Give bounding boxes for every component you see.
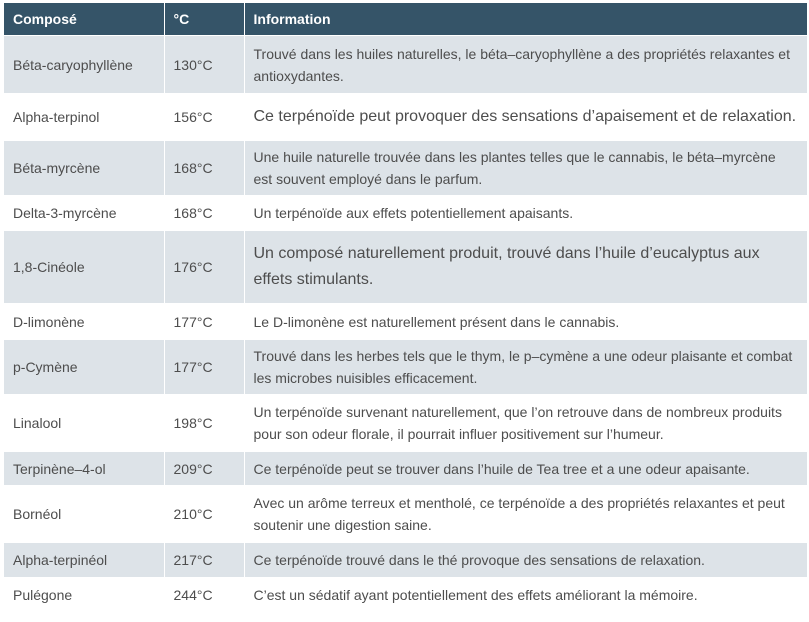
compose-cell: Béta-caryophyllène bbox=[4, 36, 164, 94]
compose-cell: Delta-3-myrcène bbox=[4, 196, 164, 231]
temperature-cell: 177°C bbox=[164, 304, 244, 340]
temperature-cell: 217°C bbox=[164, 543, 244, 578]
compose-cell: p-Cymène bbox=[4, 340, 164, 395]
table-row bbox=[4, 395, 807, 452]
information-cell: Un terpénoïde aux effets potentiellement apaisants. bbox=[244, 196, 807, 231]
information-cell: Un terpénoïde survenant naturellement, que l’on retrouve dans de nombreux produits pour son odeur florale, il pourrait influer positivement sur l’humeur. bbox=[244, 395, 807, 452]
compose-cell: Alpha-terpinol bbox=[4, 94, 164, 141]
table-row bbox=[4, 196, 807, 231]
column-header-information: Information bbox=[244, 3, 807, 36]
terpene-table bbox=[4, 3, 807, 612]
table-row bbox=[4, 578, 807, 612]
information-cell: Un composé naturellement produit, trouvé dans l’huile d’eucalyptus aux effets stimulants. bbox=[244, 231, 807, 304]
table-row bbox=[4, 543, 807, 578]
information-cell: Trouvé dans les huiles naturelles, le béta–caryophyllène a des propriétés relaxantes et antioxydantes. bbox=[244, 36, 807, 94]
table-row bbox=[4, 231, 807, 304]
table-row bbox=[4, 304, 807, 340]
table-row bbox=[4, 36, 807, 94]
information-cell: Ce terpénoïde peut provoquer des sensations d’apaisement et de relaxation. bbox=[244, 94, 807, 141]
table-row bbox=[4, 340, 807, 395]
table-row bbox=[4, 486, 807, 543]
compose-cell: Terpinène–4-ol bbox=[4, 452, 164, 486]
temperature-cell: 244°C bbox=[164, 578, 244, 612]
temperature-cell: 209°C bbox=[164, 452, 244, 486]
information-cell: Ce terpénoïde trouvé dans le thé provoque des sensations de relaxation. bbox=[244, 543, 807, 578]
information-cell: Trouvé dans les herbes tels que le thym, le p–cymène a une odeur plaisante et combat les microbes nuisibles efficacement. bbox=[244, 340, 807, 395]
compose-cell: Linalool bbox=[4, 395, 164, 452]
information-cell: Une huile naturelle trouvée dans les plantes telles que le cannabis, le béta–myrcène est souvent employé dans le parfum. bbox=[244, 141, 807, 196]
table-header-row bbox=[4, 3, 807, 36]
temperature-cell: 130°C bbox=[164, 36, 244, 94]
table-row bbox=[4, 141, 807, 196]
temperature-cell: 168°C bbox=[164, 196, 244, 231]
compose-cell: Bornéol bbox=[4, 486, 164, 543]
information-cell: Le D-limonène est naturellement présent dans le cannabis. bbox=[244, 304, 807, 340]
compose-cell: D-limonène bbox=[4, 304, 164, 340]
information-cell: C’est un sédatif ayant potentiellement des effets améliorant la mémoire. bbox=[244, 578, 807, 612]
information-cell: Avec un arôme terreux et mentholé, ce terpénoïde a des propriétés relaxantes et peut soutenir une digestion saine. bbox=[244, 486, 807, 543]
temperature-cell: 177°C bbox=[164, 340, 244, 395]
column-header-compose: Composé bbox=[4, 3, 164, 36]
compose-cell: 1,8-Cinéole bbox=[4, 231, 164, 304]
temperature-cell: 156°C bbox=[164, 94, 244, 141]
table-row bbox=[4, 452, 807, 486]
compose-cell: Pulégone bbox=[4, 578, 164, 612]
compose-cell: Béta-myrcène bbox=[4, 141, 164, 196]
information-cell: Ce terpénoïde peut se trouver dans l’huile de Tea tree et a une odeur apaisante. bbox=[244, 452, 807, 486]
temperature-cell: 210°C bbox=[164, 486, 244, 543]
temperature-cell: 168°C bbox=[164, 141, 244, 196]
compose-cell: Alpha-terpinéol bbox=[4, 543, 164, 578]
temperature-cell: 176°C bbox=[164, 231, 244, 304]
table-row bbox=[4, 94, 807, 141]
column-header-temperature: °C bbox=[164, 3, 244, 36]
temperature-cell: 198°C bbox=[164, 395, 244, 452]
